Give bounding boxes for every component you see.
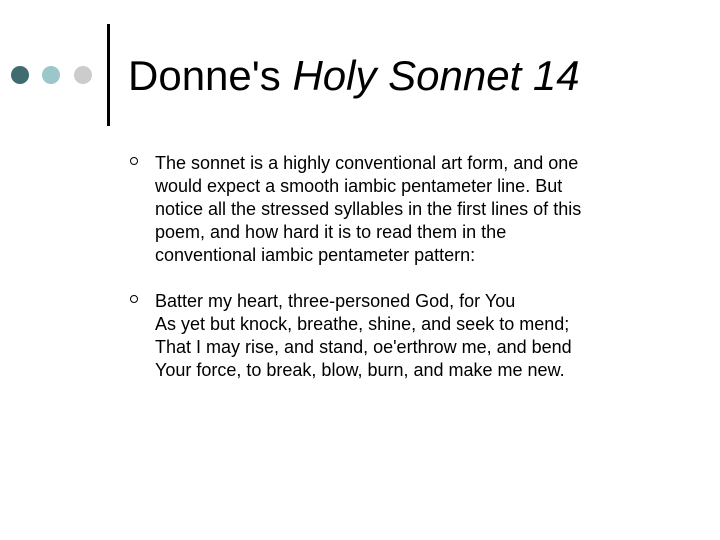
bullet-line: The sonnet is a highly conventional art form, and one (155, 153, 579, 173)
bullet-item-intro (130, 152, 670, 267)
quote-line: Your force, to break, blow, burn, and make me new. (155, 360, 565, 380)
decorative-dot-light (42, 66, 60, 84)
slide-title (128, 50, 580, 102)
bullet-line: would expect a smooth iambic pentameter line. But (155, 176, 563, 196)
bullet-circle-icon (130, 157, 138, 165)
title-italic: Holy Sonnet 14 (292, 52, 580, 99)
bullet-line: notice all the stressed syllables in the first lines of this (155, 199, 582, 219)
bullet-line: conventional iambic pentameter pattern: (155, 245, 476, 265)
decorative-dot-grey (74, 66, 92, 84)
bullet-line: poem, and how hard it is to read them in the (155, 222, 507, 242)
quote-line: Batter my heart, three-personed God, for You (155, 291, 516, 311)
bullet-list (130, 152, 670, 382)
bullet-circle-icon (130, 295, 138, 303)
bullet-item-quote (130, 290, 670, 382)
quote-line: That I may rise, and stand, oe'erthrow me, and bend (155, 337, 572, 357)
quote-line: As yet but knock, breathe, shine, and seek to mend; (155, 314, 570, 334)
decorative-dot-dark (11, 66, 29, 84)
title-prefix: Donne's (128, 52, 293, 99)
title-divider (107, 24, 110, 126)
